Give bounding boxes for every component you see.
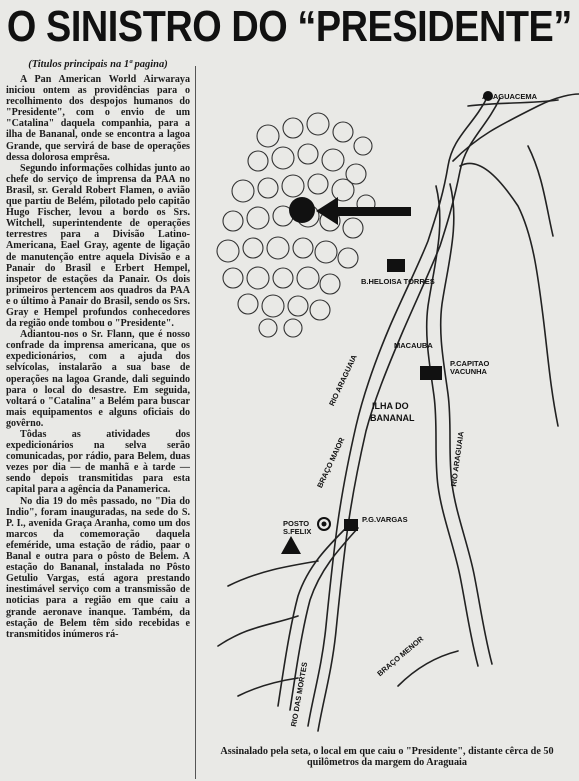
- article-paragraph: Adiantou-nos o Sr. Flann, que é nosso confrade da imprensa americana, que os expedicionários, com a ajuda dos selvícolas, instalarão a sua base de operações na lagoa Grande, dali seguindo para o local do desastre. Em seguida, voltará o "Catalina" a Belém para buscar mais equipamentos e alguns oficiais do govêrno.: [6, 329, 190, 429]
- arrow-pointer: [316, 197, 411, 225]
- map-label: P.CAPITAO VACUNHA: [450, 359, 490, 376]
- map-label: RIO ARAGUAIA: [327, 353, 359, 408]
- river-line: [453, 94, 579, 161]
- map-label: BRAÇO MENOR: [375, 634, 426, 679]
- map-label: MACAUBA: [394, 341, 433, 350]
- post-marker: [420, 366, 442, 380]
- post-marker: [387, 259, 405, 272]
- subheadline: (Titulos principais na 1ª pagina): [28, 59, 168, 70]
- map-label: RIO ARAGUAIA: [449, 430, 466, 488]
- river-line: [528, 146, 553, 236]
- river-line: [228, 561, 318, 586]
- river-line: [238, 678, 298, 696]
- river-line: [218, 616, 298, 646]
- article-paragraph: Segundo informações colhidas junto ao chefe do serviço de imprensa da PAA no Brasil, sr. Gerald Robert Flamen, o avião que partiu de Belém, pilotado pelo capitão Hugo Fischer, levou a bordo os Srs. Witchell, superintendente de operações terrestres para a Divisão Latino-Americana, Eael Gray, agente de ligação de manutenção entre aquela Divisão e a Panair do Brasil e Erbert Hempel, inspetor de estações da Panair. Os dois primeiros pertencem aos quadros da PAA e o último à Panair do Brasil, sendo os Srs. Gray e Hempel profundos conhecedores da região onde tombou o "Presidente".: [6, 162, 190, 330]
- map-label: ARAGUACEMA: [482, 92, 537, 101]
- headline: O SINISTRO DO “PRESIDENTE”: [6, 2, 572, 51]
- town-marker: [281, 536, 301, 554]
- map-label: RIO DAS MORTES: [289, 661, 310, 728]
- map-label: BRAÇO MAIOR: [315, 436, 347, 490]
- crash-site-marker: [289, 197, 315, 223]
- map-label: B.HELOISA TORRES: [361, 277, 435, 286]
- river-line: [441, 184, 492, 664]
- map-caption: Assinalado pela seta, o local em que caiu o "Presidente", distante cêrca de 50 quilômetros da margem do Araguaia: [220, 746, 554, 768]
- article-body: [6, 74, 190, 779]
- forest-cluster: [217, 113, 375, 337]
- map-label: ILHA DO: [372, 401, 409, 411]
- river-line: [308, 96, 488, 726]
- map-label: S.FELIX: [283, 527, 312, 536]
- column-divider: [195, 66, 196, 779]
- map-label: P.G.VARGAS: [362, 515, 408, 524]
- article-paragraph: A Pan American World Airwaraya iniciou ontem as providências para o recolhimento dos despojos humanos do "Presidente", com o envio de um "Catalina" daquela companhia, para a ilha de Bananal, onde se encontra a lagoa Grande, que servirá de base de operações dessa dolorosa emprêsa.: [6, 74, 190, 163]
- post-marker: [344, 519, 358, 531]
- map-label: POSTO: [283, 519, 310, 528]
- article-paragraph: No dia 19 do mês passado, no "Dia do Indio", foram inauguradas, na sede do S. P. I., avenida Graça Aranha, como um dos marcos da comemoração daquela efeméride, uma estação de rádio, paar o Banal e outra para o pôsto de Belem. A estação do Bananal, instalada no Pôsto Getulio Vargas, está agora prestando inestimável serviço com a transmissão de noticias para a região em que caiu a grande aeronave inanque. Também, da estação de Belem têm sido recebidas e transmitidos inúmeros rá-: [6, 495, 190, 640]
- article-paragraph: Tôdas as atividades dos expedicionários na selva serão comunicadas, por rádio, para Belem, duas vezes por dia — de manhã e à tarde — sendo depois transmitidas para esta capital para a agência da Panamerica.: [6, 429, 190, 496]
- map-illustration: [198, 66, 579, 738]
- map-label: BANANAL: [370, 413, 415, 423]
- river-line: [460, 163, 558, 426]
